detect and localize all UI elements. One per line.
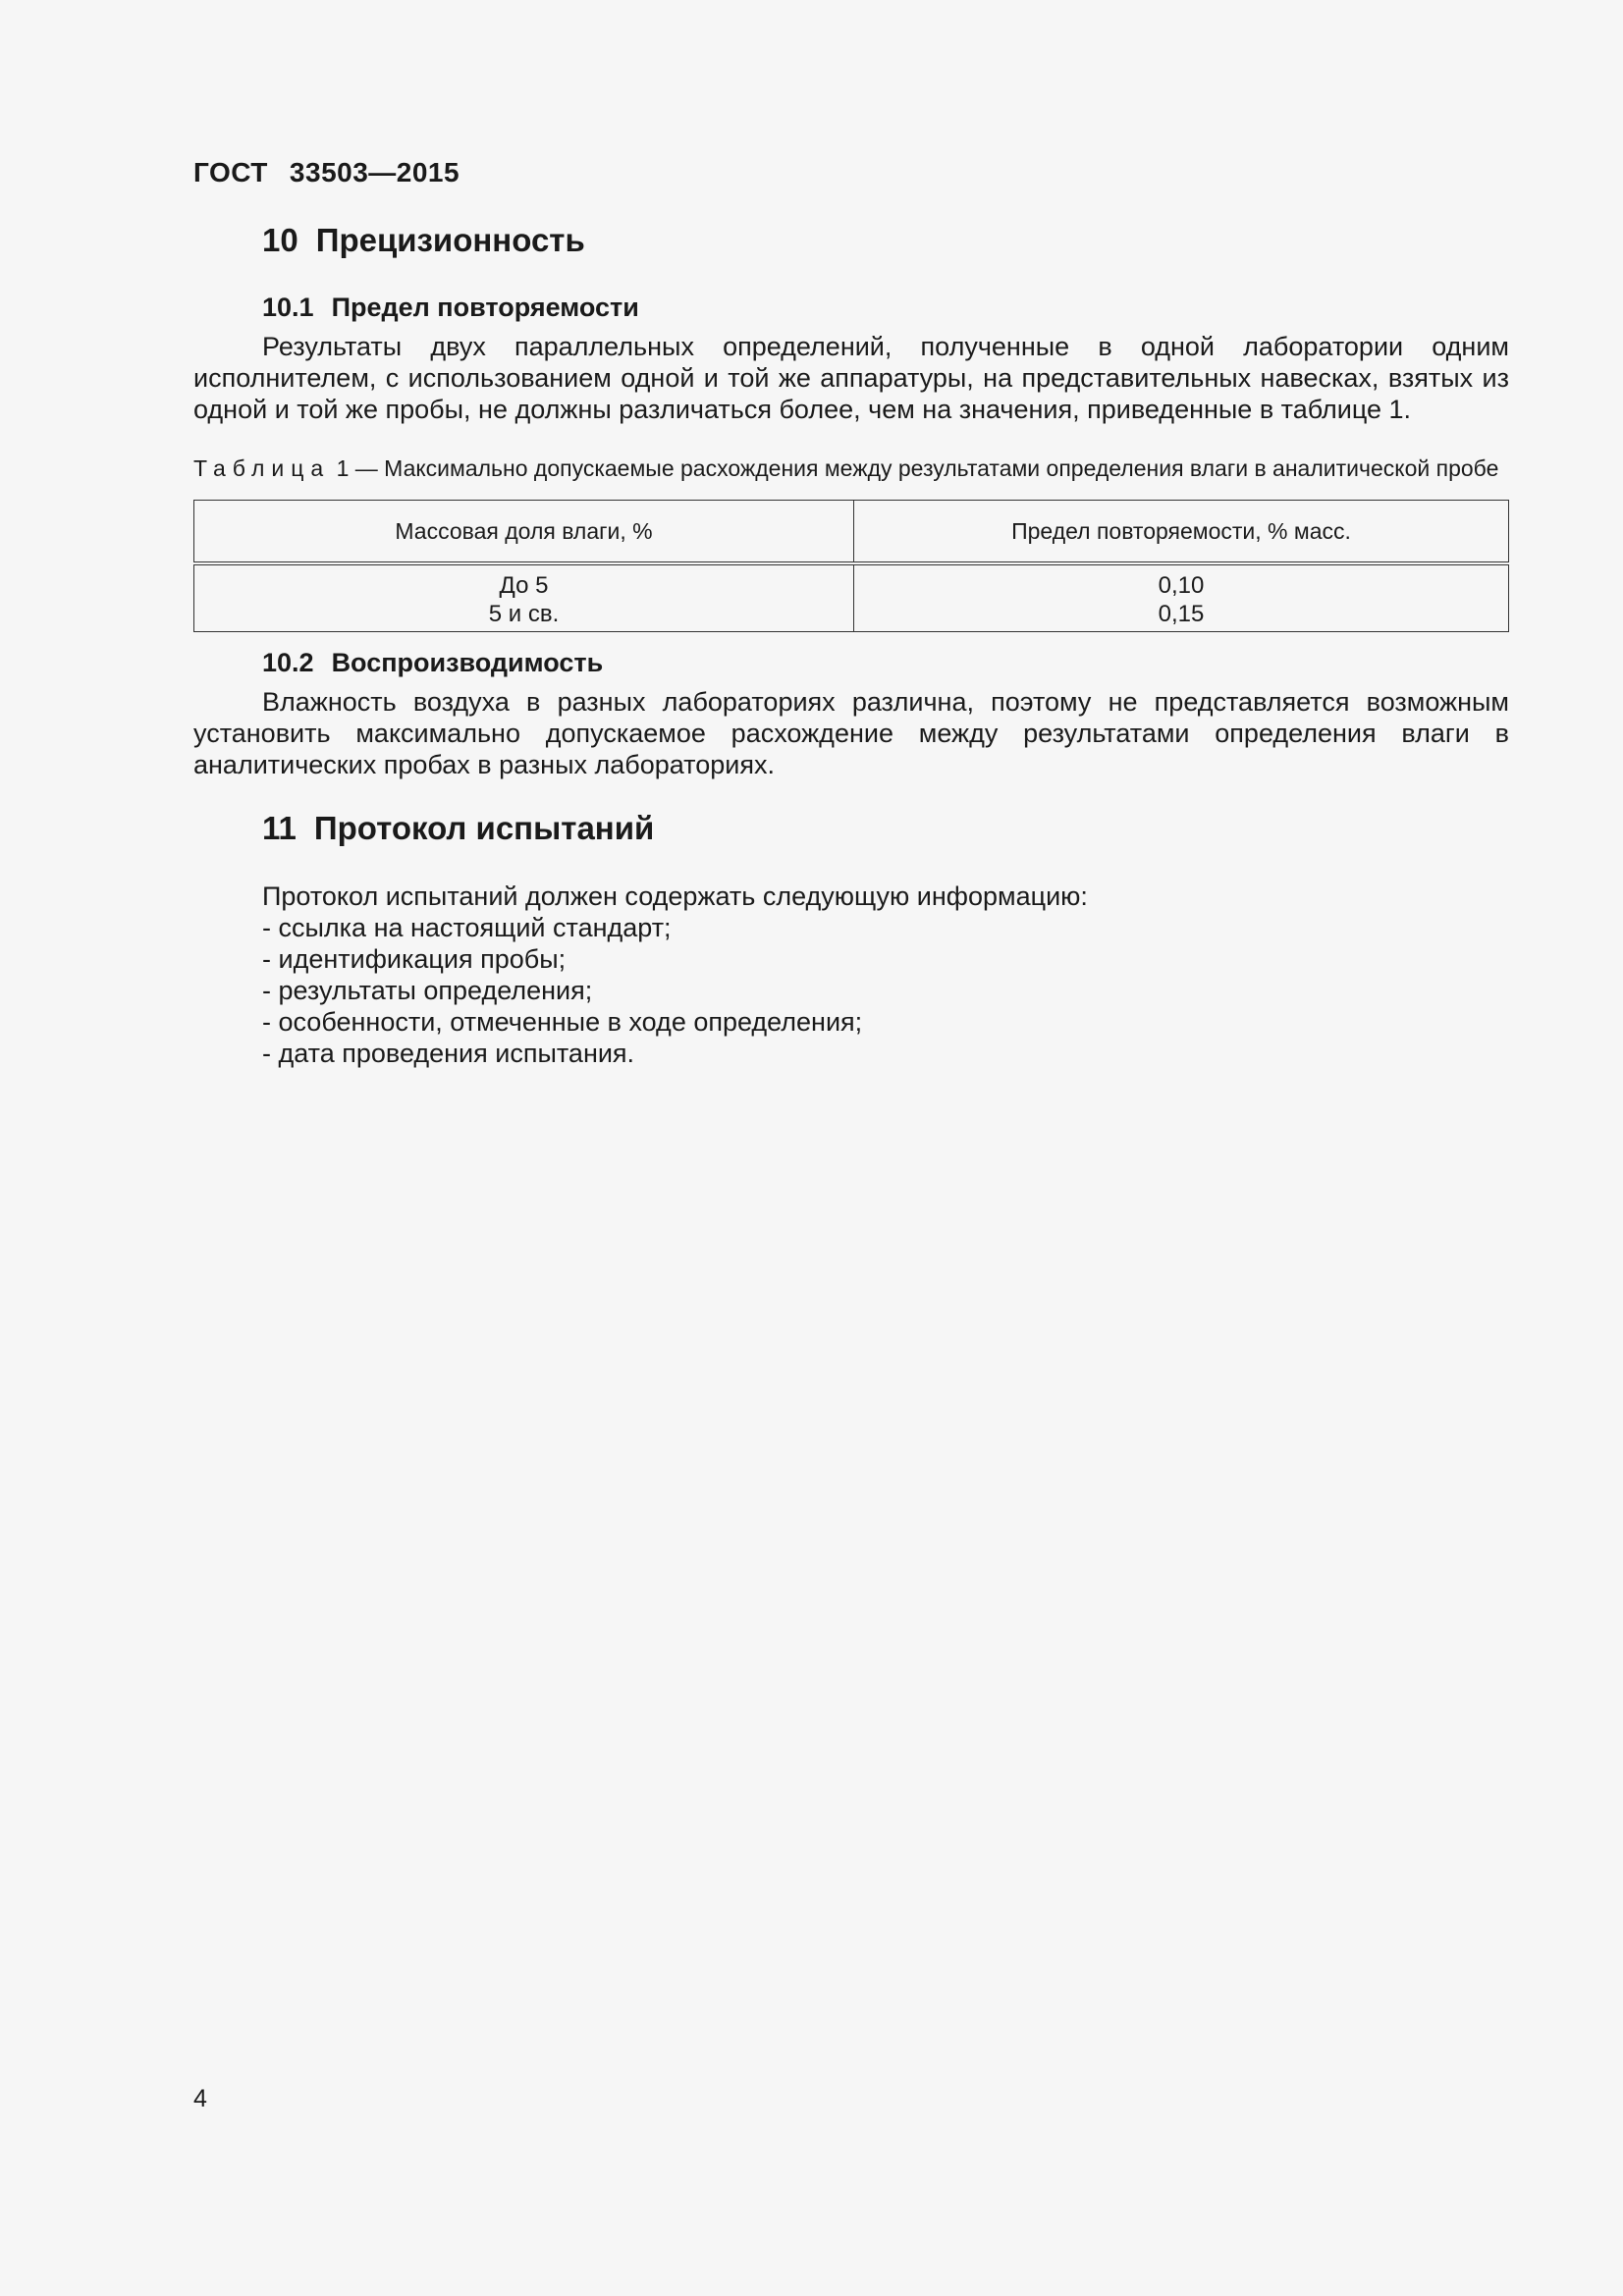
section-10-title: Прецизионность (315, 222, 585, 258)
list-item: - результаты определения; (262, 976, 593, 1005)
subsection-10-1-number: 10.1 (262, 293, 314, 322)
document-code-number: 33503—2015 (289, 157, 460, 187)
subsection-10-1-text: Результаты двух параллельных определений, полученные в одной лаборатории одним исполнителем, с использованием одной и той же аппаратуры, на представительных навесках, взятых из одной и той же пробы, не должны различаться более, чем на значения, приведенные в таблице 1. (193, 332, 1509, 424)
table-header-row (194, 501, 1509, 564)
table-row (194, 563, 1509, 632)
section-11-intro: Протокол испытаний должен содержать следующую информацию: (262, 881, 1088, 911)
section-10-number: 10 (262, 222, 298, 258)
list-item: - особенности, отмеченные в ходе определения; (262, 1007, 863, 1037)
document-code (193, 157, 1509, 188)
repeatability-table (193, 500, 1509, 632)
list-item: - ссылка на настоящий стандарт; (262, 913, 672, 942)
subsection-10-2-heading (262, 648, 1509, 678)
table-1-caption-text: 1 — Максимально допускаемые расхождения между результатами определения влаги в аналитической пробе (336, 455, 1499, 481)
document-page (193, 157, 1509, 1069)
table-cell-value: 0,15 (1158, 601, 1205, 627)
page-number: 4 (193, 2085, 207, 2112)
section-11-heading (262, 810, 1509, 847)
subsection-10-1-title: Предел повторяемости (331, 293, 639, 322)
subsection-10-2-title: Воспроизводимость (331, 648, 604, 677)
list-item: - дата проведения испытания. (262, 1039, 635, 1068)
table-cell-value: 0,10 (1158, 572, 1205, 599)
subsection-10-2-number: 10.2 (262, 648, 314, 677)
table-header-moisture: Массовая доля влаги, % (194, 501, 854, 564)
table-cell-repeatability (854, 563, 1509, 632)
section-11-title: Протокол испытаний (313, 810, 655, 846)
table-cell-value: 5 и св. (488, 601, 560, 627)
section-11-number: 11 (262, 810, 297, 846)
protocol-items-list (262, 912, 1509, 1069)
table-1-caption-label: Таблица (193, 455, 331, 481)
table-1-caption (193, 453, 1509, 484)
subsection-10-1-heading (262, 293, 1509, 323)
table-header-repeatability: Предел повторяемости, % масс. (854, 501, 1509, 564)
section-10-heading (262, 222, 1509, 259)
list-item: - идентификация пробы; (262, 944, 567, 974)
table-cell-value: До 5 (499, 572, 549, 599)
subsection-10-2-text: Влажность воздуха в разных лабораториях различна, поэтому не представляется возможным установить максимально допускаемое расхождение между результатами определения влаги в аналитических пробах в разных лабораториях. (193, 687, 1509, 779)
table-cell-moisture (194, 563, 854, 632)
document-code-prefix: ГОСТ (193, 157, 268, 187)
